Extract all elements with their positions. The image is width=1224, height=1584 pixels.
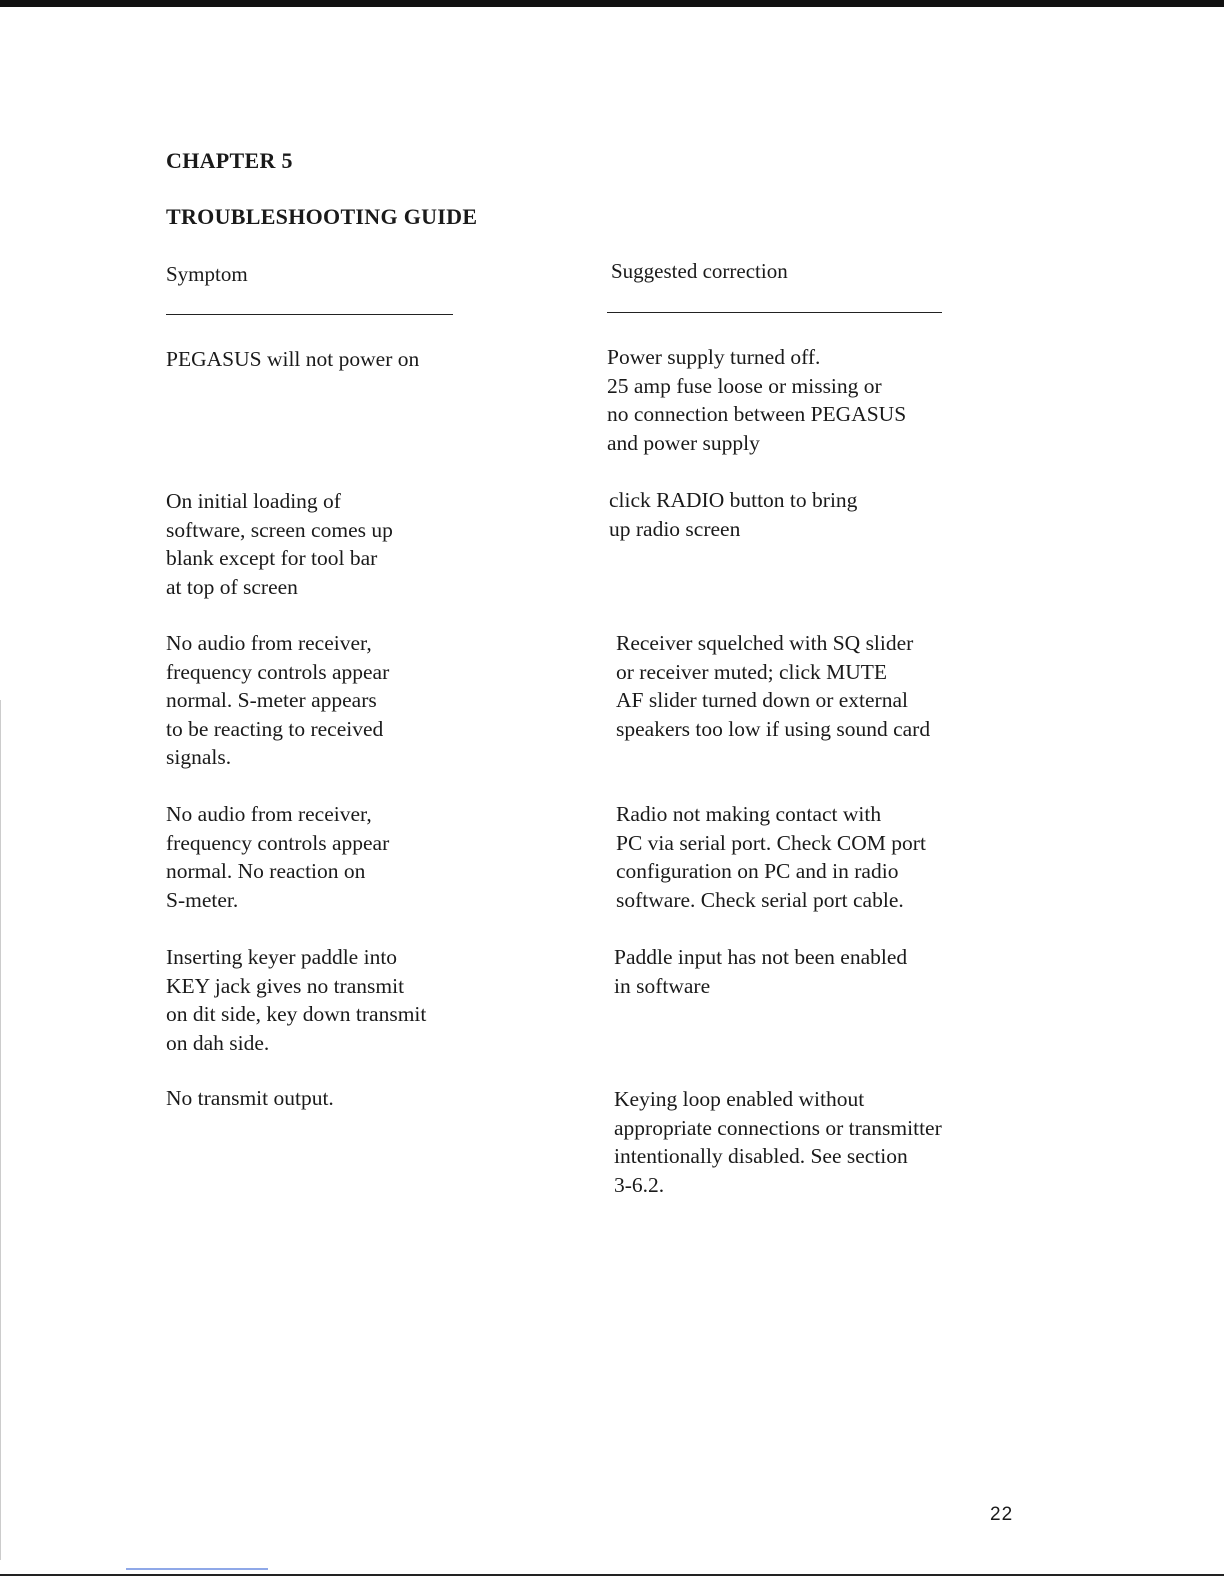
symptom-4-line: S-meter.	[166, 887, 239, 912]
correction-6	[614, 1085, 942, 1199]
symptom-6-line: No transmit output.	[166, 1086, 334, 1110]
correction-6-line: Keying loop enabled without	[614, 1087, 865, 1111]
correction-3-line: AF slider turned down or external	[616, 688, 908, 713]
correction-1-line: Power supply turned off.	[607, 345, 821, 369]
page-title: TROUBLESHOOTING GUIDE	[166, 204, 478, 229]
symptom-5-line: Inserting keyer paddle into	[166, 945, 398, 969]
correction-4-line: PC via serial port. Check COM port	[616, 830, 926, 855]
scan-top-border	[0, 0, 1224, 7]
symptom-2-line: software, screen comes up	[166, 517, 393, 542]
correction-1-line: 25 amp fuse loose or missing or	[607, 373, 882, 398]
symptom-header-rule	[166, 314, 453, 315]
correction-2	[609, 486, 857, 543]
symptom-1	[166, 345, 419, 374]
symptom-4-line: normal. No reaction on	[166, 859, 366, 884]
correction-3-line: speakers too low if using sound card	[616, 716, 931, 741]
page-number: 22	[990, 1504, 1014, 1525]
correction-6-line: intentionally disabled. See section	[614, 1144, 908, 1169]
symptom-5-line: KEY jack gives no transmit	[166, 973, 405, 998]
symptom-2-line: blank except for tool bar	[166, 546, 378, 571]
symptom-3-line: normal. S-meter appears	[166, 688, 377, 713]
correction-5-line: in software	[614, 973, 711, 998]
chapter-heading: CHAPTER 5	[166, 148, 293, 173]
correction-header-rule	[607, 312, 942, 313]
symptom-5	[166, 943, 426, 1057]
symptom-1-line: PEGASUS will not power on	[166, 347, 420, 371]
symptom-2	[166, 487, 393, 601]
correction-3	[616, 629, 930, 743]
correction-5	[614, 943, 907, 1000]
symptom-6	[166, 1084, 334, 1113]
symptom-3-line: No audio from receiver,	[166, 631, 372, 655]
correction-2-line: click RADIO button to bring	[609, 488, 858, 512]
correction-1-line: no connection between PEGASUS	[607, 402, 907, 427]
correction-2-line: up radio screen	[609, 516, 741, 541]
symptom-4-line: frequency controls appear	[166, 830, 390, 855]
symptom-4	[166, 800, 389, 914]
correction-3-line: Receiver squelched with SQ slider	[616, 631, 914, 655]
symptom-5-line: on dah side.	[166, 1030, 270, 1055]
symptom-3	[166, 629, 389, 772]
correction-1	[607, 343, 906, 457]
correction-1-line: and power supply	[607, 430, 760, 455]
correction-4	[616, 800, 926, 914]
symptom-4-line: No audio from receiver,	[166, 802, 372, 826]
scan-bottom-border	[0, 1574, 1224, 1576]
symptom-3-line: to be reacting to received	[166, 716, 384, 741]
correction-4-line: Radio not making contact with	[616, 802, 882, 826]
scan-left-edge	[0, 700, 1, 1560]
symptom-column-header: Symptom	[166, 262, 248, 286]
correction-5-line: Paddle input has not been enabled	[614, 945, 908, 969]
correction-column-header: Suggested correction	[611, 259, 788, 283]
symptom-2-line: On initial loading of	[166, 489, 341, 513]
scan-bottom-mark	[126, 1568, 268, 1570]
correction-4-line: software. Check serial port cable.	[616, 887, 904, 912]
correction-3-line: or receiver muted; click MUTE	[616, 659, 888, 684]
symptom-3-line: signals.	[166, 745, 232, 770]
symptom-3-line: frequency controls appear	[166, 659, 390, 684]
symptom-2-line: at top of screen	[166, 574, 298, 599]
correction-6-line: 3-6.2.	[614, 1172, 665, 1197]
correction-4-line: configuration on PC and in radio	[616, 859, 899, 884]
correction-6-line: appropriate connections or transmitter	[614, 1115, 942, 1140]
symptom-5-line: on dit side, key down transmit	[166, 1002, 427, 1027]
